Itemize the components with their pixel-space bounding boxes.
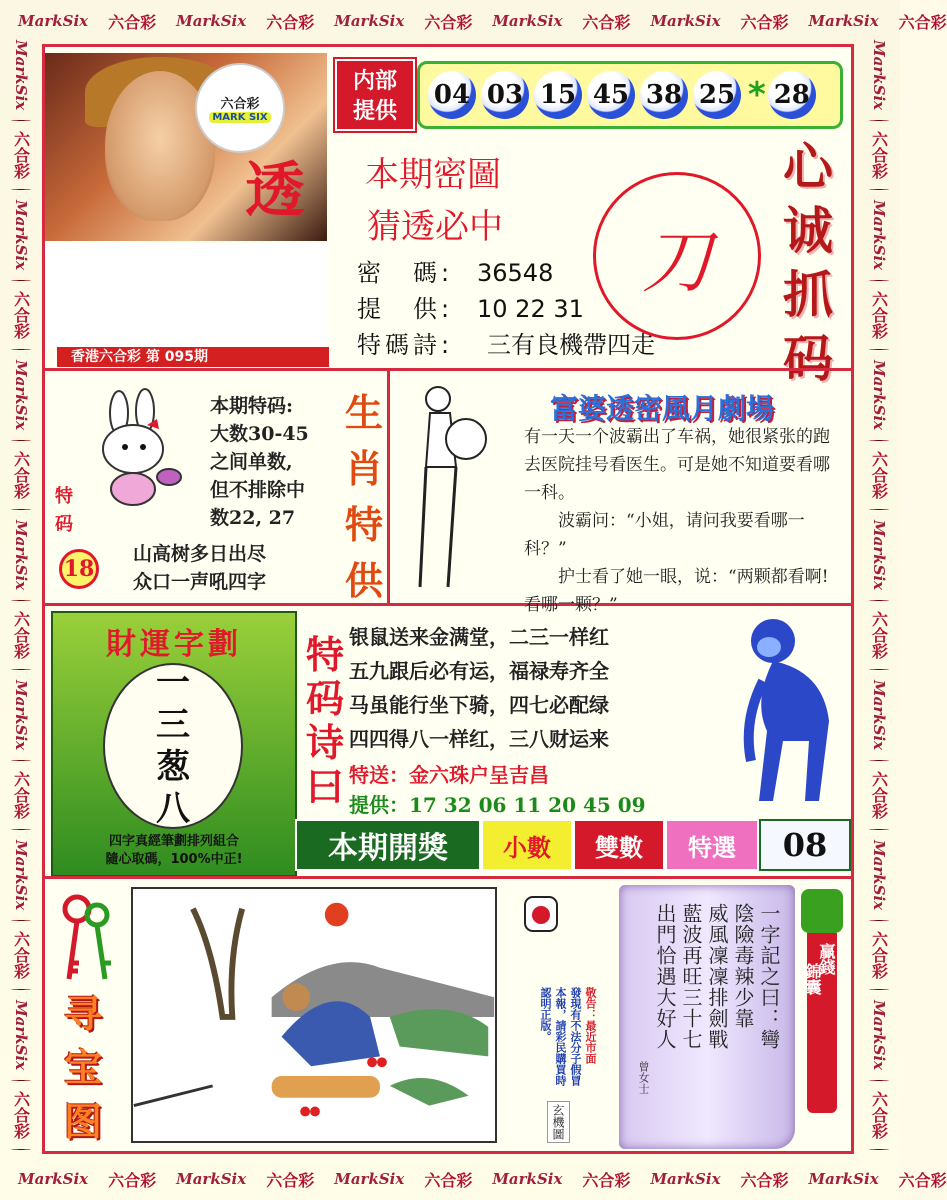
keys-icon (59, 893, 115, 983)
flower-icon (869, 1149, 889, 1150)
provide-label: 提 供: (357, 295, 454, 323)
fortune-section (45, 603, 851, 875)
marksix-text: MarkSix (334, 12, 405, 30)
theatre-panel (387, 371, 854, 615)
verse-column: 威風凜凜排劍戰 (705, 903, 729, 1050)
flower-icon (869, 189, 889, 190)
flower-icon (869, 120, 889, 121)
marksix-text: MarkSix (808, 12, 879, 30)
lhc-text: 六合彩 (740, 12, 789, 32)
number-ball: 45 (587, 71, 635, 119)
poem-title-char: 特 (305, 632, 344, 677)
header-section (45, 47, 851, 388)
poem-value: 三有良機帶四走 (487, 331, 655, 359)
fortune-caption-2: 隨心取碼，100%中正! (105, 852, 243, 867)
lhc-text: 六合彩 (11, 451, 31, 500)
side-title-char: 特 (345, 502, 384, 547)
marksix-text: MarkSix (176, 1170, 247, 1188)
zodiac-line: 之间单数, (210, 451, 293, 473)
blank-panel (45, 243, 327, 347)
draw-result-bar (295, 819, 851, 871)
side-title-char: 供 (345, 558, 384, 603)
marksix-text: MarkSix (12, 840, 30, 911)
pouch-text-win: 贏錢 (817, 943, 836, 975)
special-number-ball: 28 (768, 71, 816, 119)
treasure-title-char: 寻 (63, 991, 102, 1036)
lhc-text: 六合彩 (869, 291, 889, 340)
left-border-strip (0, 40, 42, 1160)
flower-icon (869, 349, 889, 350)
lucky-pouch (799, 883, 845, 1149)
lhc-text: 六合彩 (108, 1170, 157, 1190)
poem-title-char: 诗 (305, 720, 344, 765)
lhc-text: 六合彩 (898, 12, 947, 32)
internal-label-1: 内部 (352, 69, 397, 94)
lhc-text: 六合彩 (266, 1170, 315, 1190)
marksix-text: MarkSix (12, 680, 30, 751)
marksix-text: MarkSix (870, 360, 888, 431)
flower-icon (11, 509, 31, 510)
flower-icon (11, 669, 31, 670)
flower-icon (11, 920, 31, 921)
fortune-char: 一 (156, 663, 190, 703)
fortune-title: 財運字劃 (106, 627, 242, 662)
lhc-text: 六合彩 (740, 1170, 789, 1190)
xuanji-label: 玄機圖 (547, 1101, 570, 1143)
slogan-char: 心 (783, 138, 833, 196)
slogan-char: 诚 (783, 202, 833, 260)
flower-icon (11, 280, 31, 281)
poem-label: 特碼詩: (357, 331, 454, 359)
marksix-text: MarkSix (870, 1000, 888, 1071)
secret-map-title: 本期密圖 (365, 155, 501, 195)
draw-double: 雙數 (573, 819, 665, 871)
flower-icon (11, 189, 31, 190)
draw-title: 本期開獎 (295, 819, 481, 871)
flower-icon (11, 349, 31, 350)
flower-icon (11, 989, 31, 990)
verse-column: 藍波再旺三十七 (679, 903, 703, 1050)
flower-icon (869, 920, 889, 921)
marksix-text: MarkSix (18, 1170, 89, 1188)
code-value: 36548 (477, 259, 554, 287)
marksix-text: MarkSix (870, 840, 888, 911)
provide-value: 10 22 31 (477, 295, 584, 323)
model-photo (45, 53, 327, 241)
monkey-illustration (733, 611, 849, 817)
verse-author: 曾女士 (637, 1061, 650, 1094)
theatre-title: 富婆透密風月劇場 (550, 392, 775, 425)
lhc-text: 六合彩 (869, 611, 889, 660)
lhc-text: 六合彩 (11, 291, 31, 340)
fortune-oval (103, 663, 243, 829)
poem-line: 四四得八一样红，三八财运来 (349, 727, 609, 751)
internal-supply-badge (335, 59, 415, 131)
lhc-text: 六合彩 (424, 1170, 473, 1190)
top-border-strip (0, 0, 947, 42)
notice-column: 發現有不法分子假冒 (569, 987, 582, 1086)
marksix-text: MarkSix (12, 200, 30, 271)
marksix-text: MarkSix (176, 12, 247, 30)
lhc-text: 六合彩 (869, 131, 889, 180)
verse-column: 陰險毒辣少靠 (731, 903, 755, 1029)
poem-line (357, 325, 655, 360)
slogan-char: 抓 (783, 266, 833, 324)
issue-bar: 香港六合彩 第 095期 (57, 347, 329, 367)
flower-icon (11, 760, 31, 761)
marksix-text: MarkSix (870, 40, 888, 111)
poem-line: 马虽能行坐下骑，四七必配绿 (349, 693, 609, 717)
marksix-text: MarkSix (12, 520, 30, 591)
tema-label: 特码 (55, 486, 73, 535)
warning-notice (513, 987, 597, 1097)
marksix-text: MarkSix (650, 12, 721, 30)
winning-numbers-bar (417, 61, 843, 129)
number-ball: 15 (534, 71, 582, 119)
pouch-bag-icon (801, 889, 843, 933)
lhc-text: 六合彩 (869, 451, 889, 500)
treasure-title-char: 宝 (63, 1045, 102, 1090)
provide-line (357, 289, 584, 324)
flower-icon (869, 600, 889, 601)
marksix-text: MarkSix (870, 680, 888, 751)
poem-title-char: 码 (305, 676, 344, 721)
flower-icon (11, 1080, 31, 1081)
flower-icon (11, 600, 31, 601)
flower-icon (869, 760, 889, 761)
fortune-caption (53, 833, 295, 869)
zodiac-verse-2: 众口一声吼四字 (133, 571, 267, 593)
lhc-text: 六合彩 (11, 931, 31, 980)
draw-number: 08 (759, 819, 851, 871)
flower-icon (11, 120, 31, 121)
draw-special: 特選 (665, 819, 759, 871)
marksix-text: MarkSix (492, 1170, 563, 1188)
verse-scroll (619, 885, 795, 1149)
treasure-title-char: 图 (63, 1099, 102, 1144)
marksix-text: MarkSix (334, 1170, 405, 1188)
verse-column: 出門恰遇大好人 (653, 903, 677, 1050)
marksix-text: MarkSix (650, 1170, 721, 1188)
flower-icon (869, 669, 889, 670)
flower-icon (869, 280, 889, 281)
fortune-char: 八 (156, 789, 190, 829)
lhc-text: 六合彩 (266, 12, 315, 32)
internal-label-2: 提供 (352, 99, 397, 124)
story-paragraph: 护士看了她一眼，说：“两颗都看啊!看哪一颗？” (524, 567, 829, 615)
treasure-section (45, 876, 851, 1155)
secret-map-subtitle: 猜透必中 (367, 207, 503, 247)
flower-icon (869, 1080, 889, 1081)
poem-line: 银鼠送来金满堂，二三一样红 (349, 625, 609, 649)
lhc-text: 六合彩 (869, 1091, 889, 1140)
marksix-text: MarkSix (870, 200, 888, 271)
slogan-char: 码 (783, 330, 833, 388)
zodiac-line: 本期特码: (210, 395, 294, 417)
story-paragraph: 有一天一个波霸出了车祸，她很紧张的跑去医院挂号看医生。可是她不知道要看哪一科。 (524, 427, 830, 503)
notice-column: 認明正版。 (539, 987, 552, 1042)
verse-column: 一字記之曰：彎 (757, 903, 781, 1050)
code-line (357, 253, 553, 288)
mark-six-logo (195, 63, 285, 153)
marksix-text: MarkSix (12, 1000, 30, 1071)
number-ball: 04 (428, 71, 476, 119)
zodiac-line: 大数30-45 (210, 423, 309, 445)
lhc-text: 六合彩 (869, 931, 889, 980)
lhc-text: 六合彩 (869, 771, 889, 820)
theatre-story (524, 423, 844, 619)
story-paragraph: 波霸问：“小姐，请问我要看哪一科？” (524, 511, 805, 559)
fortune-caption-1: 四字真經筆劃排列組合 (108, 834, 239, 849)
special-gift-line: 特送：金六珠户呈吉昌 (349, 763, 549, 787)
lhc-text: 六合彩 (582, 12, 631, 32)
zodiac-section (45, 368, 851, 615)
woman-illustration (400, 377, 500, 599)
flower-icon (869, 989, 889, 990)
fortune-char: 葱 (156, 747, 190, 787)
flower-icon (869, 509, 889, 510)
marksix-text: MarkSix (808, 1170, 879, 1188)
bunny-illustration (87, 391, 187, 511)
verse-columns (653, 903, 781, 1050)
zodiac-side-title (345, 385, 384, 609)
lhc-text: 六合彩 (11, 1091, 31, 1140)
logo-text-top: 六合彩 (220, 97, 260, 112)
fortune-char: 三 (156, 705, 190, 745)
flower-icon (869, 829, 889, 830)
money-bag-icon (521, 887, 561, 935)
flower-icon (869, 440, 889, 441)
fortune-panel (51, 611, 297, 877)
lhc-text: 六合彩 (11, 131, 31, 180)
lhc-text: 六合彩 (424, 12, 473, 32)
signature-circle: 刀 (593, 172, 761, 340)
side-title-char: 肖 (345, 446, 384, 491)
right-border-strip (858, 40, 900, 1160)
tou-character: 透 (245, 156, 305, 226)
provided-numbers-line: 提供：17 32 06 11 20 45 09 (349, 793, 646, 817)
number-ball: 25 (693, 71, 741, 119)
lhc-text: 六合彩 (582, 1170, 631, 1190)
bottom-border-strip (0, 1158, 947, 1200)
flower-icon (11, 829, 31, 830)
zodiac-verse-1: 山高树多日出尽 (133, 543, 267, 565)
code-label: 密 碼: (357, 259, 454, 287)
poem-title-char: 曰 (305, 764, 344, 809)
pouch-text-bag: 錦囊 (803, 963, 822, 995)
number-ball: 03 (481, 71, 529, 119)
flower-icon (11, 440, 31, 441)
marksix-text: MarkSix (492, 12, 563, 30)
tema-number-ball: 18 (59, 549, 99, 589)
poem-line: 五九跟后必有运，福禄寿齐全 (349, 659, 609, 683)
lhc-text: 六合彩 (11, 771, 31, 820)
treasure-map-title (55, 987, 111, 1149)
logo-text-bottom: MARK SIX (209, 112, 270, 123)
zodiac-line: 但不排除中 (210, 479, 306, 501)
marksix-text: MarkSix (18, 12, 89, 30)
star-separator: * (748, 75, 766, 115)
notice-column: 敬告：最近市面 (584, 987, 597, 1064)
marksix-text: MarkSix (12, 360, 30, 431)
marksix-text: MarkSix (12, 40, 30, 111)
zodiac-line: 数22, 27 (210, 507, 296, 529)
lhc-text: 六合彩 (898, 1170, 947, 1190)
flower-icon (11, 1149, 31, 1150)
marksix-text: MarkSix (870, 520, 888, 591)
sincere-slogan (775, 135, 841, 391)
draw-small: 小數 (481, 819, 573, 871)
treasure-scene-illustration (131, 887, 497, 1143)
notice-column: 本報，請彩民購買時 (554, 987, 567, 1086)
number-ball: 38 (640, 71, 688, 119)
lhc-text: 六合彩 (108, 12, 157, 32)
lhc-text: 六合彩 (11, 611, 31, 660)
side-title-char: 生 (345, 390, 384, 435)
